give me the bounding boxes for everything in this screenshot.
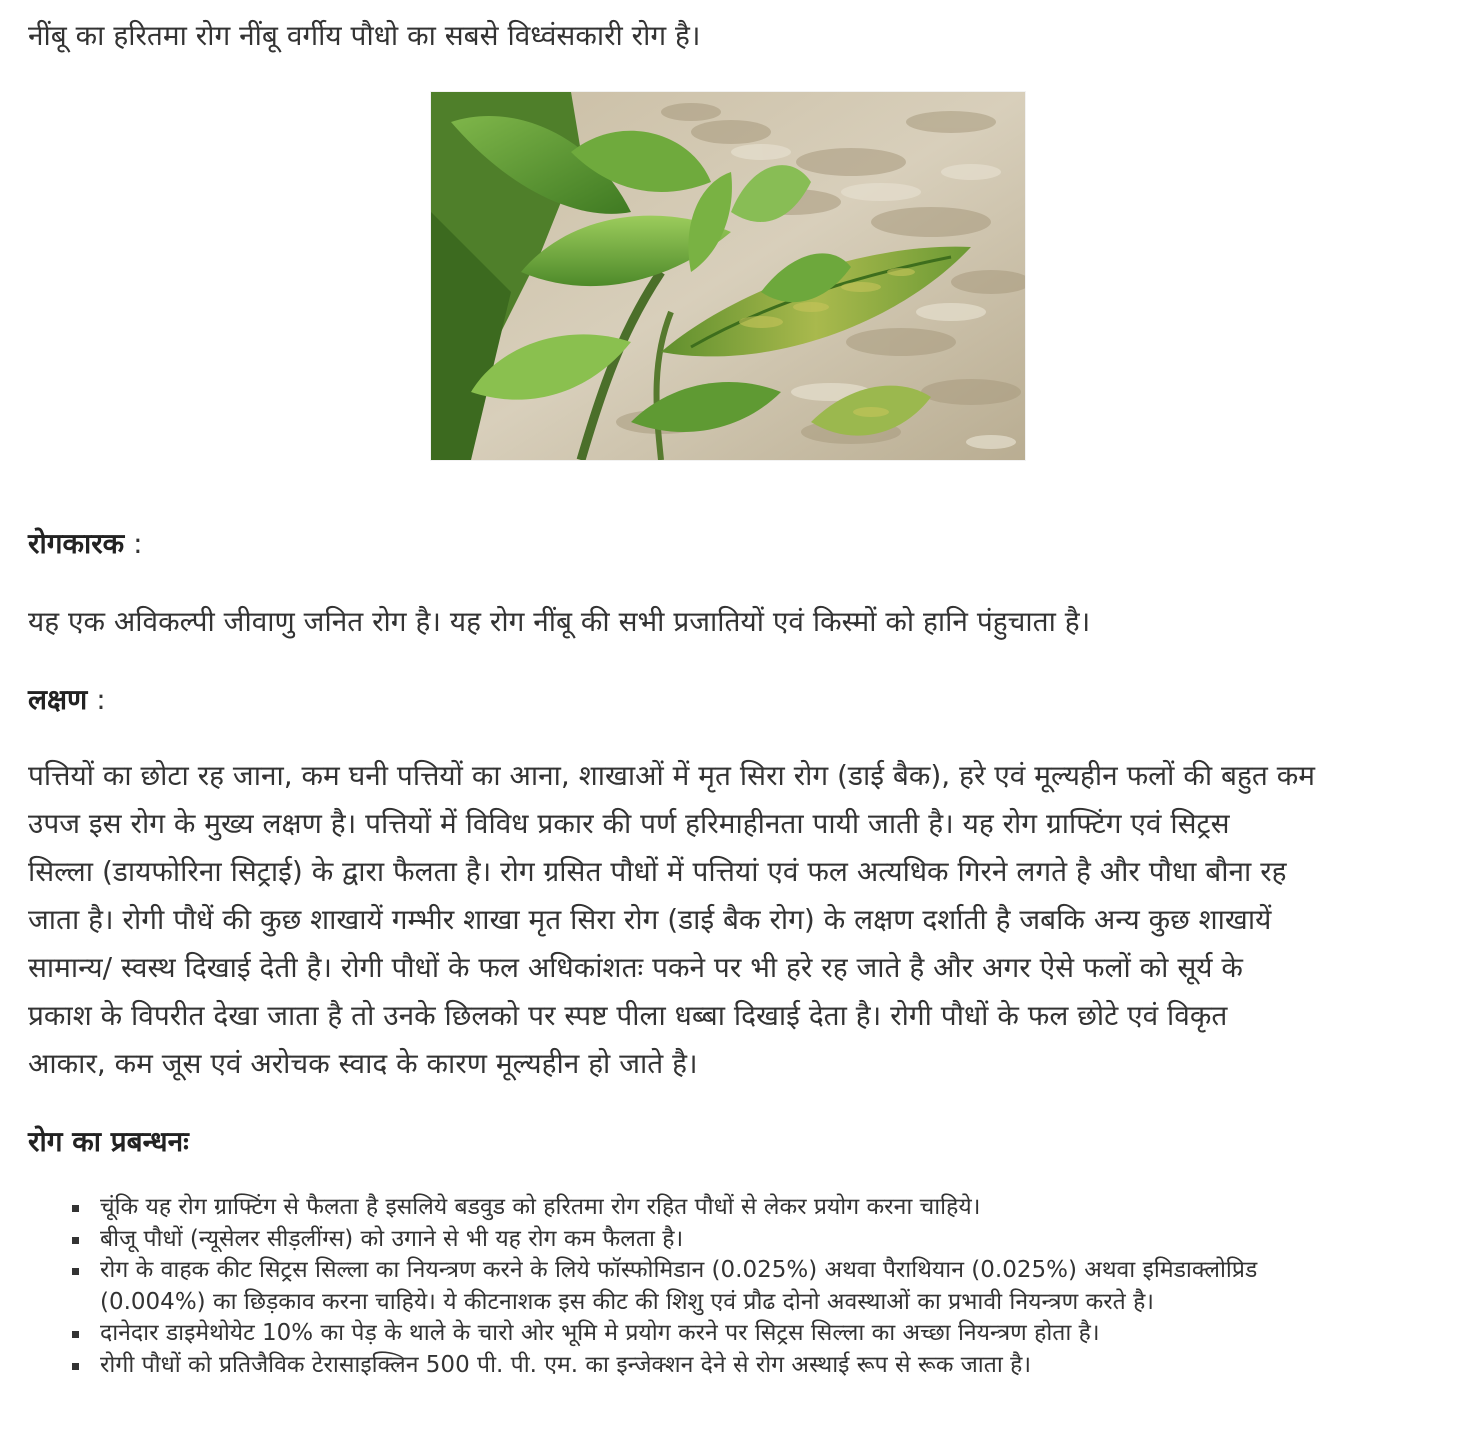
- list-item: [72, 1192, 1257, 1224]
- cause-heading-label: रोगकारक: [28, 527, 125, 560]
- list-item-text: रोग के वाहक कीट सिट्रस सिल्ला का नियन्त्रण करने के लिये फॉस्फोमिडान (0.025%) अथवा पैराथियान (0.025%) अथवा इमिडाक्लोप्रिड: [100, 1257, 1258, 1283]
- management-list: [72, 1192, 1257, 1381]
- square-bullet-icon: [72, 1331, 79, 1338]
- symptoms-heading-suffix: :: [87, 683, 106, 716]
- symptoms-line: सिल्ला (डायफोरिना सिट्राई) के द्वारा फैलता है। रोग ग्रसित पौधों में पत्तियां एवं फल अत्यधिक गिरने लगते है और पौधा बौना रह: [28, 855, 1287, 888]
- intro-text: नींबू का हरितमा रोग नींबू वर्गीय पौधो का सबसे विध्वंसकारी रोग है।: [28, 19, 701, 52]
- management-heading: [28, 1122, 189, 1162]
- symptoms-line: प्रकाश के विपरीत देखा जाता है तो उनके छिलको पर स्पष्ट पीला धब्बा दिखाई देता है। रोगी पौधों के फल छोटे एवं विकृत: [28, 999, 1228, 1032]
- cause-text: यह एक अविकल्पी जीवाणु जनित रोग है। यह रोग नींबू की सभी प्रजातियों एवं किस्मों को हानि पंहुचाता है।: [28, 605, 1091, 638]
- cause-heading-suffix: :: [124, 527, 143, 560]
- list-item: [72, 1255, 1257, 1318]
- square-bullet-icon: [72, 1205, 79, 1212]
- symptoms-text: [28, 752, 1315, 1088]
- list-item: [72, 1350, 1257, 1382]
- symptoms-heading-label: लक्षण: [28, 683, 88, 716]
- disease-photo: [431, 92, 1025, 460]
- list-item: [72, 1318, 1257, 1350]
- symptoms-line: आकार, कम जूस एवं अरोचक स्वाद के कारण मूल्यहीन हो जाते है।: [28, 1047, 698, 1080]
- symptoms-line: जाता है। रोगी पौधें की कुछ शाखायें गम्भीर शाखा मृत सिरा रोग (डाई बैक रोग) के लक्षण दर्शाती है जबकि अन्य कुछ शाखायें: [28, 903, 1272, 936]
- square-bullet-icon: [72, 1237, 79, 1244]
- list-item-text: रोगी पौधों को प्रतिजैविक टेरासाइक्लिन 500 पी. पी. एम. का इन्जेक्शन देने से रोग अस्थाई रूप से रूक जाता है।: [100, 1351, 1032, 1378]
- list-item-text: दानेदार डाइमेथोयेट 10% का पेड़ के थाले के चारो ओर भूमि मे प्रयोग करने पर सिट्रस सिल्ला का अच्छा नियन्त्रण होता है।: [100, 1320, 1100, 1346]
- symptoms-line: पत्तियों का छोटा रह जाना, कम घनी पत्तियों का आना, शाखाओं में मृत सिरा रोग (डाई बैक), हरे एवं मूल्यहीन फलों की बहुत कम: [28, 759, 1315, 792]
- square-bullet-icon: [72, 1363, 79, 1370]
- square-bullet-icon: [72, 1268, 79, 1275]
- symptoms-line: उपज इस रोग के मुख्य लक्षण है। पत्तियों में विविध प्रकार की पर्ण हरिमाहीनता पायी जाती है। यह रोग ग्राफ्टिंग एवं सिट्रस: [28, 807, 1230, 840]
- leaf-photo-icon: [431, 92, 1025, 460]
- symptoms-heading: [28, 680, 106, 720]
- cause-heading: [28, 524, 143, 564]
- list-item-text: बीजू पौधों (न्यूसेलर सीड़लींग्स) को उगाने से भी यह रोग कम फैलता है।: [100, 1225, 684, 1252]
- list-item-text: चूंकि यह रोग ग्राफ्टिंग से फैलता है इसलिये बडवुड को हरितमा रोग रहित पौधों से लेकर प्रयोग करना चाहिये।: [100, 1194, 981, 1220]
- list-item-text-continued: (0.004%) का छिड़काव करना चाहिये। ये कीटनाशक इस कीट की शिशु एवं प्रौढ दोनो अवस्थाओं का प्रभावी नियन्त्रण करते है।: [100, 1288, 1154, 1315]
- symptoms-line: सामान्य/ स्वस्थ दिखाई देती है। रोगी पौधों के फल अधिकांशतः पकने पर भी हरे रह जाते है और अगर ऐसे फलों को सूर्य के: [28, 951, 1243, 984]
- management-heading-label: रोग का प्रबन्धनः: [28, 1125, 189, 1158]
- list-item: [72, 1224, 1257, 1256]
